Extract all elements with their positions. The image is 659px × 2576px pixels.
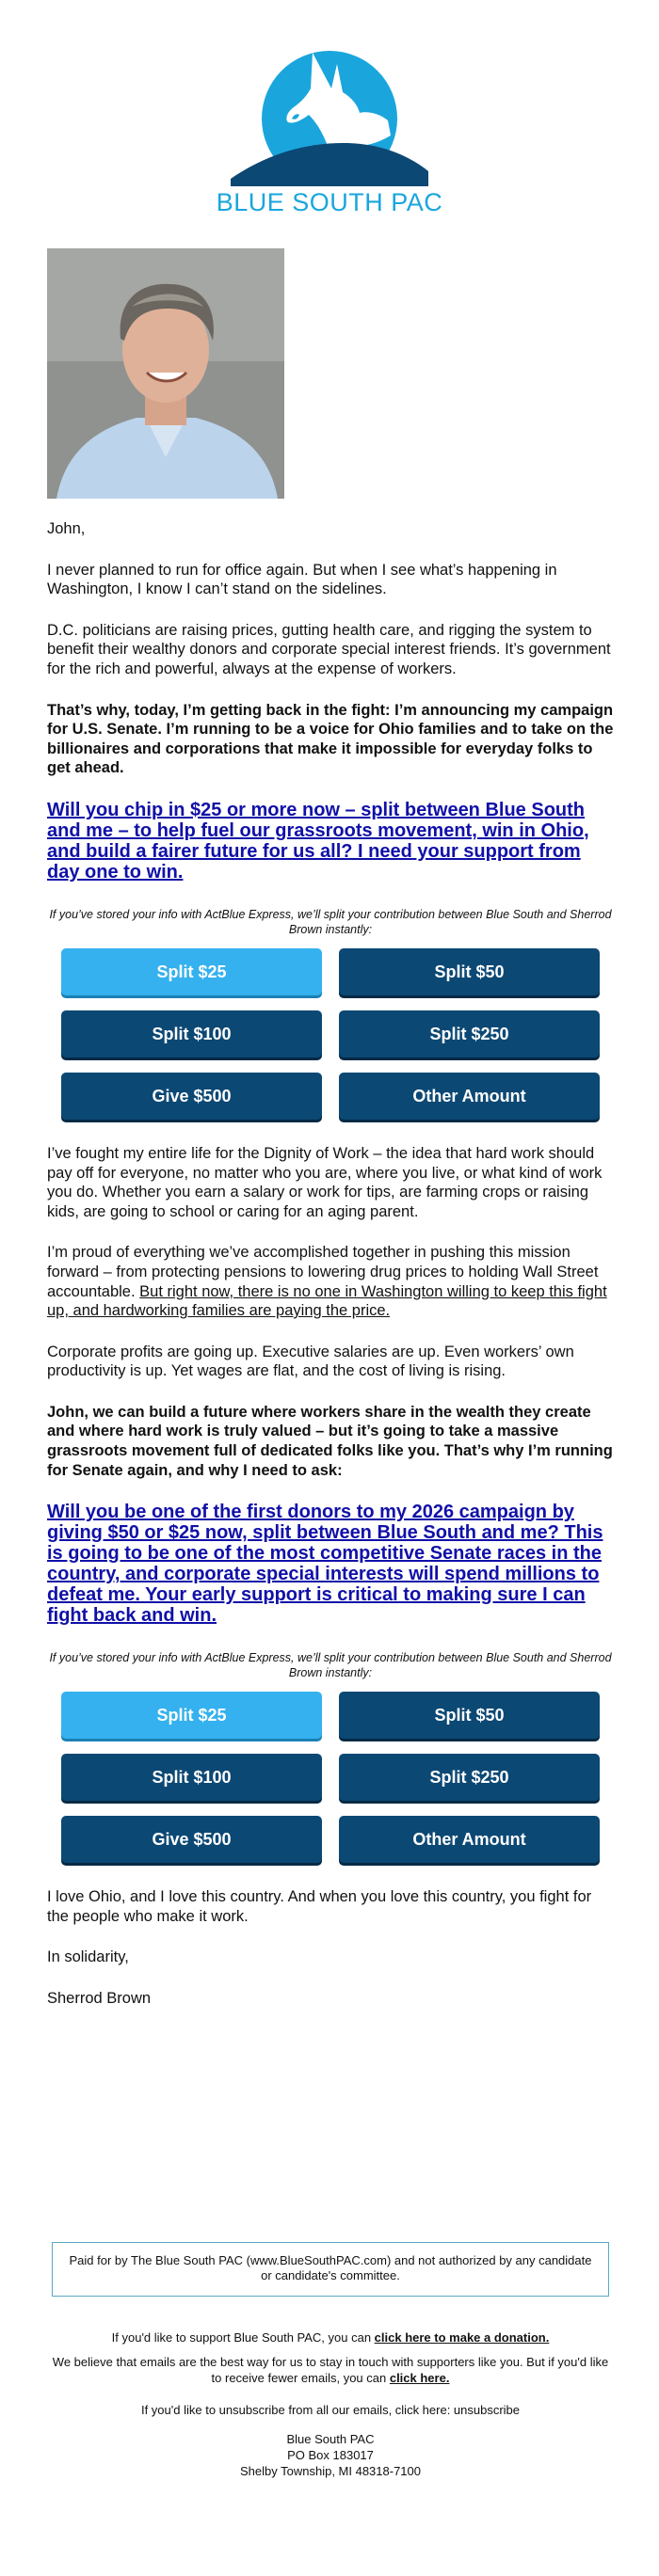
paragraph-3 bbox=[47, 701, 614, 778]
paragraph-4: I’ve fought my entire life for the Dignity of Work – the idea that hard work should pay off for everyone, no matter who you are, where you live, or what kind of work you do. Whether you earn a salary or work for tips, are farming crops or raising kids, are going to school or caring for an aging parent. bbox=[47, 1144, 603, 1220]
paragraph-5-underlined: But right now, there is no one in Washington willing to keep this fight up, and hardworking families are paying the price. bbox=[47, 1282, 607, 1320]
other-amount-button[interactable]: Other Amount bbox=[339, 1816, 600, 1863]
fewer-emails-text: We believe that emails are the best way for us to stay in touch with supporters like you. But if you'd like to receive fewer emails, you can bbox=[52, 2355, 609, 2385]
donation-buttons-1 bbox=[61, 948, 614, 1120]
fewer-emails-link[interactable]: click here. bbox=[389, 2371, 450, 2385]
paragraph-7-bold: John, we can build a future where workers share in the wealth they create and where hard work is truly valued – but it’s going to take a massive grassroots movement full of dedicated folks like you. That’s why I’m running for Senate again, and why I need to ask: bbox=[47, 1403, 613, 1479]
greeting: John, bbox=[47, 520, 86, 537]
address-city: Shelby Township, MI 48318-7100 bbox=[240, 2464, 421, 2478]
donation-link[interactable]: click here to make a donation. bbox=[374, 2330, 550, 2345]
fewer-emails-line bbox=[47, 2354, 614, 2386]
paragraph-5 bbox=[47, 1243, 614, 1320]
give-500-button[interactable]: Give $500 bbox=[61, 1073, 322, 1120]
portrait-photo-icon bbox=[47, 248, 284, 499]
give-500-button[interactable]: Give $500 bbox=[61, 1816, 322, 1863]
signature: Sherrod Brown bbox=[47, 1990, 152, 2008]
letter-body bbox=[47, 519, 614, 2030]
donation-ask-link-2[interactable]: Will you be one of the first donors to my 2026 campaign by giving $50 or $25 now, split between Blue South and me? This is going to be one of the most competitive Senate races in the country, and corporate special interests will spend millions to defeat me. Your early support is critical to making sure I can fight back and win. bbox=[47, 1502, 603, 1627]
split-100-button[interactable]: Split $100 bbox=[61, 1010, 322, 1057]
paragraph-3-bold: That’s why, today, I’m getting back in the fight: I’m announcing my campaign for U.S. Senate. I’m running to be a voice for Ohio families and to take on the billionaires and corporations that make it impossible for everyday folks to get ahead. bbox=[47, 701, 614, 777]
paid-for-disclaimer: Paid for by The Blue South PAC (www.BlueSouthPAC.com) and not authorized by any candidate or candidate's committee. bbox=[52, 2242, 609, 2297]
paragraph-6: Corporate profits are going up. Executive salaries are up. Even workers’ own productivity is up. Yet wages are flat, and the cost of living is rising. bbox=[47, 1343, 574, 1380]
split-250-button[interactable]: Split $250 bbox=[339, 1010, 600, 1057]
paragraph-8: I love Ohio, and I love this country. And when you love this country, you fight for the people who make it work. bbox=[47, 1888, 592, 1925]
actblue-note-2: If you’ve stored your info with ActBlue Express, we’ll split your contribution between Blue South and Sherrod Brown instantly: bbox=[49, 1651, 612, 1680]
closing: In solidarity, bbox=[47, 1948, 129, 1966]
donkey-logo-icon bbox=[226, 45, 433, 186]
paragraph-5-text: I’m proud of everything we’ve accomplished together in pushing this mission forward – from protecting pensions to lowering drug prices to holding Wall Street accountable. bbox=[47, 1244, 599, 1300]
donation-ask-link-1[interactable]: Will you chip in $25 or more now – split between Blue South and me – to help fuel our grassroots movement, win in Ohio, and build a fairer future for us all? I need your support from day one to win. bbox=[47, 799, 589, 883]
support-text: If you'd like to support Blue South PAC, you can bbox=[111, 2330, 375, 2345]
donation-buttons-2 bbox=[61, 1692, 614, 1863]
split-100-button[interactable]: Split $100 bbox=[61, 1754, 322, 1801]
paragraph-2: D.C. politicians are raising prices, gutting health care, and rigging the system to benefit their wealthy donors and corporate special interest friends. It’s government for the rich and powerful, always at the expense of workers. bbox=[47, 621, 611, 677]
paragraph-7 bbox=[47, 1403, 614, 1480]
split-50-button[interactable]: Split $50 bbox=[339, 1692, 600, 1739]
split-25-button[interactable]: Split $25 bbox=[61, 948, 322, 995]
brand-name: BLUE SOUTH PAC bbox=[216, 188, 443, 216]
actblue-note-1: If you’ve stored your info with ActBlue Express, we’ll split your contribution between Blue South and Sherrod Brown instantly: bbox=[49, 907, 612, 936]
paragraph-1: I never planned to run for office again. But when I see what’s happening in Washington, I know I can’t stand on the sidelines. bbox=[47, 561, 557, 598]
split-25-button[interactable]: Split $25 bbox=[61, 1692, 322, 1739]
split-50-button[interactable]: Split $50 bbox=[339, 948, 600, 995]
other-amount-button[interactable]: Other Amount bbox=[339, 1073, 600, 1120]
logo bbox=[0, 45, 659, 217]
split-250-button[interactable]: Split $250 bbox=[339, 1754, 600, 1801]
address-po-box: PO Box 183017 bbox=[287, 2448, 374, 2462]
portrait-photo bbox=[47, 248, 284, 499]
support-line bbox=[47, 2330, 614, 2345]
address-name: Blue South PAC bbox=[286, 2432, 375, 2446]
unsubscribe-line[interactable]: If you'd like to unsubscribe from all our emails, click here: unsubscribe bbox=[140, 2403, 521, 2417]
